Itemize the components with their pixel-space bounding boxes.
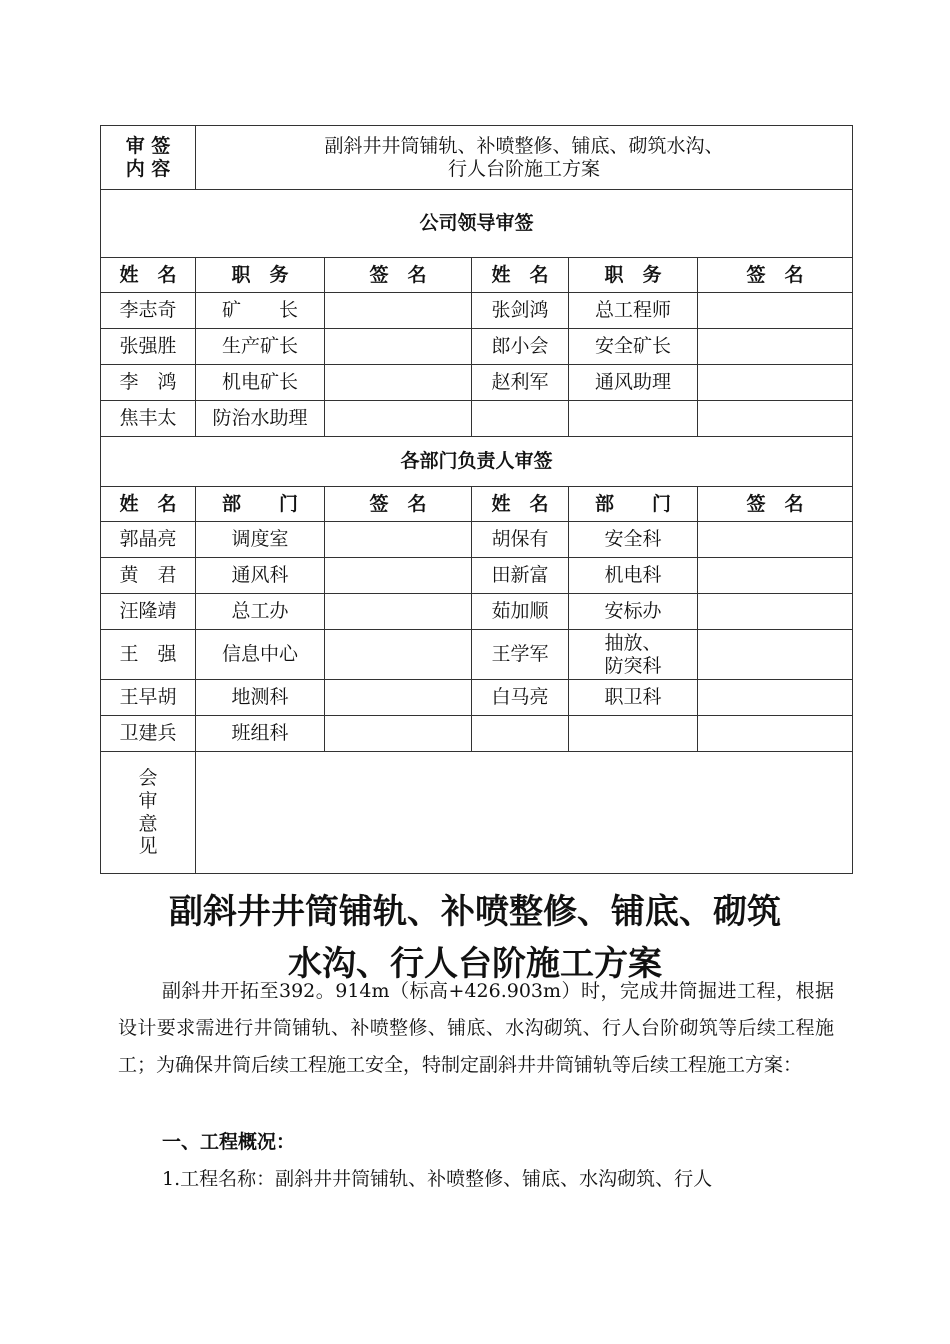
signature-cell [325, 558, 472, 594]
table-cell: 王 强 [101, 630, 196, 680]
table-cell [472, 716, 569, 752]
document-title-line2: 水沟、行人台阶施工方案 [288, 944, 662, 984]
table-header: 职 务 [196, 258, 325, 293]
signature-cell [698, 630, 853, 680]
table-header: 签 名 [325, 487, 472, 522]
table-cell: 调度室 [196, 522, 325, 558]
intro-paragraph: 副斜井开拓至392。914m（标高+426.903m）时，完成井筒掘进工程，根据设计要求需进行井筒铺轨、补喷整修、铺底、水沟砌筑、行人台阶砌筑等后续工程施工；为确保井筒后续工程施工安全，特制定副斜井井筒铺轨等后续工程施工方案： [118, 980, 834, 1076]
table-header: 姓 名 [472, 258, 569, 293]
table-header: 姓 名 [472, 487, 569, 522]
signature-cell [698, 594, 853, 630]
signature-cell [698, 716, 853, 752]
signature-cell [325, 716, 472, 752]
signature-cell [325, 594, 472, 630]
table-cell: 张剑鸿 [472, 293, 569, 329]
table-header: 职 务 [569, 258, 698, 293]
table-cell: 胡保有 [472, 522, 569, 558]
table-cell: 张强胜 [101, 329, 196, 365]
signature-cell [325, 365, 472, 401]
table-cell [569, 401, 698, 437]
table-cell: 白马亮 [472, 680, 569, 716]
table-header: 签 名 [325, 258, 472, 293]
table-header: 部 门 [569, 487, 698, 522]
table-cell: 安全科 [569, 522, 698, 558]
table-cell [569, 716, 698, 752]
signature-cell [698, 365, 853, 401]
table-cell: 通风科 [196, 558, 325, 594]
table-cell: 总工程师 [569, 293, 698, 329]
table-cell: 职卫科 [569, 680, 698, 716]
review-content-label: 审 签 内 容 [101, 126, 196, 190]
document-title-line1: 副斜井井筒铺轨、补喷整修、铺底、砌筑 [169, 892, 781, 932]
table-cell: 矿 长 [196, 293, 325, 329]
table-cell: 安全矿长 [569, 329, 698, 365]
table-cell: 焦丰太 [101, 401, 196, 437]
table-cell: 防治水助理 [196, 401, 325, 437]
section-heading: 一、工程概况： [162, 1131, 296, 1153]
signature-cell [698, 680, 853, 716]
signature-cell [325, 630, 472, 680]
signature-cell [325, 329, 472, 365]
signature-cell [698, 558, 853, 594]
table-cell: 汪隆靖 [101, 594, 196, 630]
table-cell: 黄 君 [101, 558, 196, 594]
signature-cell [325, 401, 472, 437]
signature-cell [698, 329, 853, 365]
signature-cell [325, 293, 472, 329]
table-cell: 地测科 [196, 680, 325, 716]
table-cell: 生产矿长 [196, 329, 325, 365]
opinion-label: 会 审 意 见 [101, 752, 196, 874]
opinion-field [196, 752, 853, 874]
table-cell: 赵利军 [472, 365, 569, 401]
table-cell: 茹加顺 [472, 594, 569, 630]
review-sign-table [100, 125, 853, 874]
signature-cell [325, 522, 472, 558]
table-header: 姓 名 [101, 487, 196, 522]
table-header: 部 门 [196, 487, 325, 522]
table-cell: 机电科 [569, 558, 698, 594]
table-cell [472, 401, 569, 437]
table-cell: 李志奇 [101, 293, 196, 329]
table-cell: 郎小会 [472, 329, 569, 365]
table-cell: 总工办 [196, 594, 325, 630]
table-cell: 李 鸿 [101, 365, 196, 401]
table-cell: 王学军 [472, 630, 569, 680]
table-cell: 王早胡 [101, 680, 196, 716]
table-cell: 班组科 [196, 716, 325, 752]
signature-cell [698, 293, 853, 329]
table-header: 姓 名 [101, 258, 196, 293]
table-header: 签 名 [698, 487, 853, 522]
review-content-value: 副斜井井筒铺轨、补喷整修、铺底、砌筑水沟、 行人台阶施工方案 [196, 126, 853, 190]
table-cell: 机电矿长 [196, 365, 325, 401]
table-cell: 田新富 [472, 558, 569, 594]
signature-cell [698, 522, 853, 558]
table-cell: 卫建兵 [101, 716, 196, 752]
table-cell: 郭晶亮 [101, 522, 196, 558]
leaders-section-title: 公司领导审签 [101, 190, 853, 258]
table-cell: 信息中心 [196, 630, 325, 680]
table-header: 签 名 [698, 258, 853, 293]
table-cell: 安标办 [569, 594, 698, 630]
table-cell: 抽放、 防突科 [569, 630, 698, 680]
depts-section-title: 各部门负责人审签 [101, 437, 853, 487]
list-item: 1.工程名称：副斜井井筒铺轨、补喷整修、铺底、水沟砌筑、行人 [162, 1168, 713, 1190]
signature-cell [325, 680, 472, 716]
table-cell: 通风助理 [569, 365, 698, 401]
signature-cell [698, 401, 853, 437]
